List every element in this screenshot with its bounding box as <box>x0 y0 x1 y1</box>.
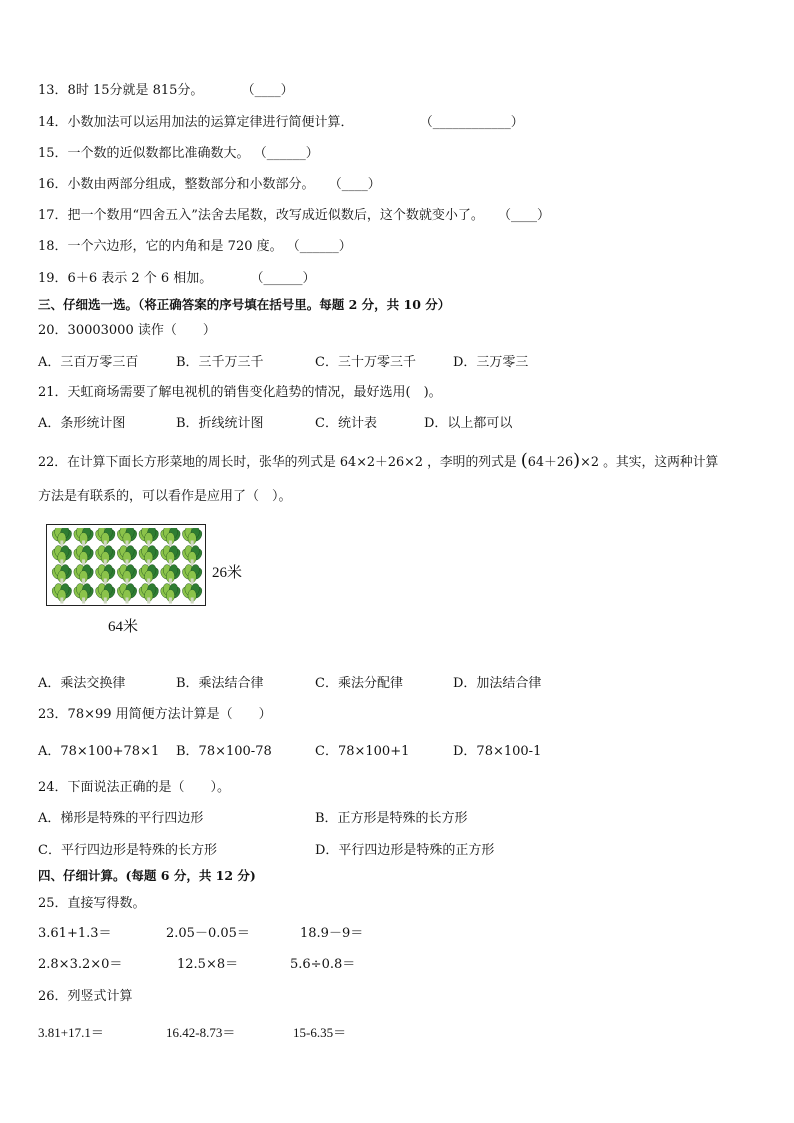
vegetable-plant <box>137 564 160 585</box>
vegetable-plant <box>72 545 95 566</box>
vertical-calc-item: 3.81+17.1＝ <box>38 1025 104 1040</box>
calc-item: 12.5×8＝ <box>177 957 239 972</box>
question-18-text: 18．一个六边形，它的内角和是 720 度。 <box>38 239 283 254</box>
question-15 <box>38 145 319 163</box>
option-d[interactable]: D．加法结合律 <box>453 676 542 691</box>
calc-item: 2.8×3.2×0＝ <box>38 957 123 972</box>
vegetable-plant <box>159 528 182 547</box>
option-a[interactable]: A．78×100+78×1 <box>38 744 160 759</box>
section-4-title: 四、仔细计算。(每题 6 分，共 12 分) <box>38 868 256 883</box>
answer-blank[interactable]: （____________） <box>419 115 524 130</box>
question-23-stem: 23．78×99 用简便方法计算是（ ） <box>38 707 272 722</box>
vegetable-plant <box>94 564 117 585</box>
option-d[interactable]: D．以上都可以 <box>424 416 513 431</box>
option-b[interactable]: B．乘法结合律 <box>176 676 264 691</box>
question-19-text: 19．6＋6 表示 2 个 6 相加。 <box>38 271 213 286</box>
q22-paren-open: ( <box>520 450 528 471</box>
vegetable-plant <box>72 564 95 585</box>
vegetable-plant <box>181 545 203 566</box>
question-19 <box>38 270 315 288</box>
vegetable-plant <box>137 528 160 547</box>
question-13-text: 13．8时 15分就是 815分。 <box>38 83 204 98</box>
option-d[interactable]: D．78×100-1 <box>453 744 542 759</box>
q22-stem-part-b: ，李明的列式是 <box>427 455 517 470</box>
vegetable-plant <box>159 583 182 604</box>
vegetable-plant <box>94 545 117 566</box>
option-d[interactable]: D．平行四边形是特殊的正方形 <box>315 843 495 858</box>
vegetable-plant <box>51 583 73 604</box>
calc-item: 5.6÷0.8＝ <box>290 957 356 972</box>
option-c[interactable]: C．统计表 <box>315 416 377 431</box>
answer-blank[interactable]: （______） <box>253 146 319 161</box>
q22-expression-1: 64×2＋26×2 <box>339 455 423 470</box>
question-17-text: 17．把一个数用“四舍五入”法舍去尾数，改写成近似数后，这个数就变小了。 <box>38 208 484 223</box>
option-c[interactable]: C．平行四边形是特殊的长方形 <box>38 843 217 858</box>
answer-blank[interactable]: （____） <box>241 83 294 98</box>
vegetable-plant <box>51 564 73 585</box>
question-25-stem: 25．直接写得数。 <box>38 896 146 911</box>
option-c[interactable]: C．78×100+1 <box>315 744 410 759</box>
q22-stem-part-a: 22．在计算下面长方形菜地的周长时，张华的列式是 <box>38 455 336 470</box>
question-14 <box>38 114 524 132</box>
calc-item: 3.61+1.3＝ <box>38 926 112 941</box>
vegetable-plant <box>51 545 73 566</box>
q22-stem-part-c: 。其实，这两种计算 <box>603 455 719 470</box>
option-a[interactable]: A．三百万零三百 <box>38 355 139 370</box>
vegetable-field-rectangle <box>46 524 206 606</box>
option-c[interactable]: C．三十万零三千 <box>315 355 416 370</box>
vegetable-plant <box>181 583 203 604</box>
option-d[interactable]: D．三万零三 <box>453 355 529 370</box>
answer-blank[interactable]: （______） <box>250 271 316 286</box>
question-26-stem: 26．列竖式计算 <box>38 989 133 1004</box>
vegetable-plant <box>159 545 182 566</box>
vegetable-plant <box>115 583 138 604</box>
question-16 <box>38 176 381 194</box>
vertical-calc-item: 15-6.35＝ <box>293 1025 347 1040</box>
vegetable-plant <box>51 528 73 547</box>
question-20-stem: 20．30003000 读作（ ） <box>38 323 216 338</box>
answer-blank[interactable]: （____） <box>497 208 550 223</box>
vegetable-plant <box>115 564 138 585</box>
answer-blank[interactable]: （______） <box>286 239 352 254</box>
question-14-text: 14．小数加法可以运用加法的运算定律进行简便计算． <box>38 115 354 130</box>
question-21-stem: 21．天虹商场需要了解电视机的销售变化趋势的情况，最好选用( )。 <box>38 385 442 400</box>
question-17 <box>38 207 550 225</box>
vegetable-plant <box>94 528 117 547</box>
option-b[interactable]: B．78×100-78 <box>176 744 272 759</box>
q22-expression-2-inner: 64＋26 <box>527 455 574 470</box>
section-3-title: 三、仔细选一选。（将正确答案的序号填在括号里。每题 2 分，共 10 分） <box>38 297 451 312</box>
vegetable-plant <box>94 583 117 604</box>
vegetable-plant <box>137 545 160 566</box>
vegetable-plant <box>137 583 160 604</box>
q22-paren-close: ) <box>573 450 581 471</box>
vegetable-plant <box>72 583 95 604</box>
vegetable-plant <box>72 528 95 547</box>
question-24-stem: 24．下面说法正确的是（ ）。 <box>38 780 231 795</box>
option-a[interactable]: A．乘法交换律 <box>38 676 126 691</box>
question-15-text: 15．一个数的近似数都比准确数大。 <box>38 146 250 161</box>
question-22-stem <box>38 452 718 472</box>
option-a[interactable]: A．条形统计图 <box>38 416 126 431</box>
vertical-calc-item: 16.42-8.73＝ <box>166 1025 236 1040</box>
option-c[interactable]: C．乘法分配律 <box>315 676 403 691</box>
question-22-stem-line-2: 方法是有联系的，可以看作是应用了（ ）。 <box>38 489 292 504</box>
field-width-label: 64米 <box>108 619 139 635</box>
calc-item: 2.05－0.05＝ <box>166 926 250 941</box>
vegetable-plant <box>159 564 182 585</box>
question-16-text: 16．小数由两部分组成，整数部分和小数部分。 <box>38 177 315 192</box>
option-b[interactable]: B．折线统计图 <box>176 416 264 431</box>
vegetable-plant <box>181 528 203 547</box>
option-b[interactable]: B．正方形是特殊的长方形 <box>315 811 468 826</box>
field-height-label: 26米 <box>212 565 243 581</box>
calc-item: 18.9－9＝ <box>300 926 364 941</box>
vegetable-plant <box>181 564 203 585</box>
question-13 <box>38 82 294 100</box>
q22-expression-2-tail: ×2 <box>580 455 600 470</box>
option-b[interactable]: B．三千万三千 <box>176 355 264 370</box>
option-a[interactable]: A．梯形是特殊的平行四边形 <box>38 811 204 826</box>
vegetable-plant <box>115 528 138 547</box>
question-18 <box>38 238 352 256</box>
answer-blank[interactable]: （____） <box>328 177 381 192</box>
vegetable-plants-image <box>51 528 203 604</box>
vegetable-plant <box>115 545 138 566</box>
